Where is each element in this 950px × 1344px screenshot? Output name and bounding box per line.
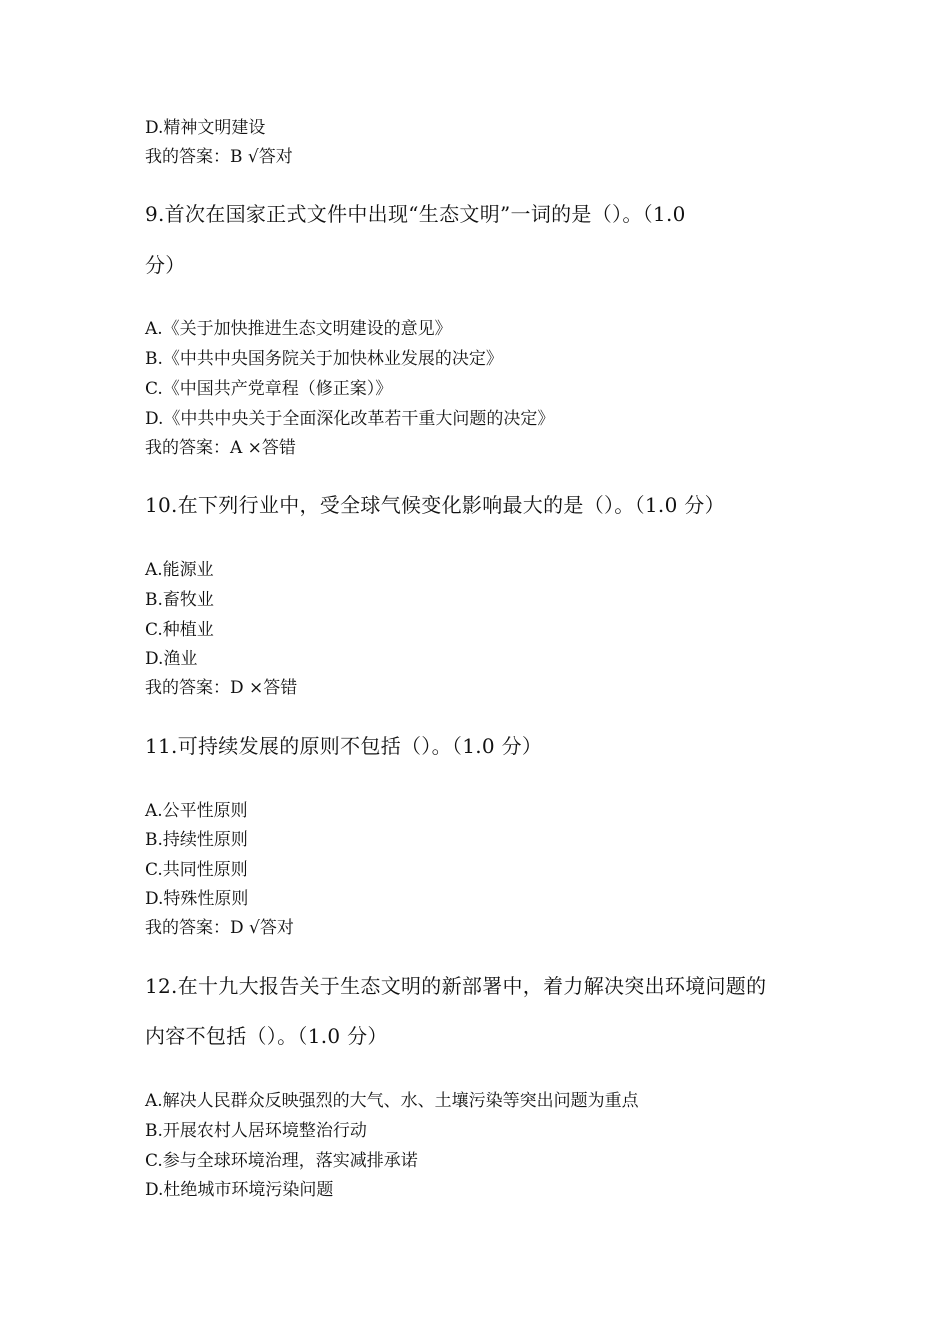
q10-option-c: C.种植业	[145, 620, 214, 640]
q11-option-c: C.共同性原则	[145, 860, 248, 880]
q10-stem-line1: 10.在下列行业中，受全球气候变化影响最大的是（）。（1.0 分）	[145, 493, 725, 517]
q12-option-d: D.杜绝城市环境污染问题	[145, 1180, 334, 1200]
q10-option-d: D.渔业	[145, 649, 198, 669]
q10-option-b: B.畜牧业	[145, 590, 214, 610]
q11-option-a: A.公平性原则	[145, 801, 248, 821]
q9-option-b: B.《中共中央国务院关于加快林业发展的决定》	[145, 349, 503, 369]
q12-stem-line2: 内容不包括（）。（1.0 分）	[145, 1024, 388, 1048]
q12-stem-line1: 12.在十九大报告关于生态文明的新部署中，着力解决突出环境问题的	[145, 974, 767, 998]
q9-option-d: D.《中共中央关于全面深化改革若干重大问题的决定》	[145, 409, 555, 429]
q9-option-a: A.《关于加快推进生态文明建设的意见》	[145, 319, 452, 339]
q9-stem-line1: 9.首次在国家正式文件中出现“生态文明”一词的是（）。（1.0	[145, 202, 686, 226]
q9-stem-line2: 分）	[145, 253, 186, 277]
q12-option-a: A.解决人民群众反映强烈的大气、水、土壤污染等突出问题为重点	[145, 1091, 639, 1111]
q11-stem-line1: 11.可持续发展的原则不包括（）。（1.0 分）	[145, 734, 543, 758]
q11-option-b: B.持续性原则	[145, 830, 248, 850]
q11-option-d: D.特殊性原则	[145, 889, 249, 909]
q12-option-c: C.参与全球环境治理，落实减排承诺	[145, 1151, 418, 1171]
q8-option-d: D.精神文明建设	[145, 118, 266, 138]
q10-my-answer: 我的答案：D ×答错	[145, 678, 298, 698]
q9-my-answer: 我的答案：A ×答错	[145, 438, 296, 458]
q8-my-answer: 我的答案：B √答对	[145, 147, 293, 167]
q12-option-b: B.开展农村人居环境整治行动	[145, 1121, 367, 1141]
q10-option-a: A.能源业	[145, 560, 214, 580]
q9-option-c: C.《中国共产党章程（修正案）》	[145, 379, 393, 399]
q11-my-answer: 我的答案：D √答对	[145, 918, 294, 938]
